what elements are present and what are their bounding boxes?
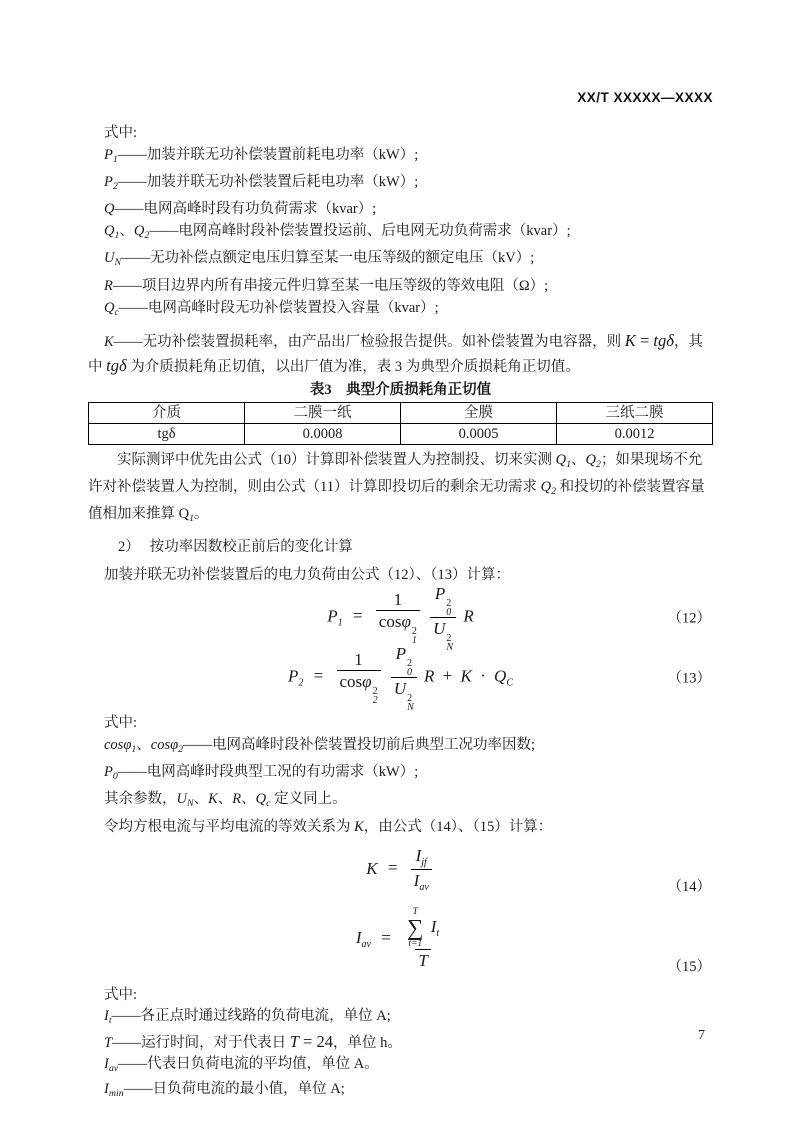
subsection-heading [118, 536, 713, 558]
subsection-number: 2） [118, 539, 140, 556]
summation-symbol: T ∑ t=1 [407, 907, 424, 950]
table-cell: 0.0012 [557, 423, 713, 444]
subsection-title: 按功率因数校正前后的变化计算 [149, 539, 353, 556]
formula-legend-label-2: 式中: [104, 715, 138, 732]
definition-line-p1: $P_1——$加装并联无功补偿装置前耗电功率（kW）; [104, 147, 419, 166]
table-header-cell: 介质 [89, 402, 245, 423]
fraction: P 2 0 U 2 N [391, 643, 417, 712]
table-header-cell: 全膜 [401, 402, 557, 423]
definition-line-other-params: 其余参数，$U_N$、K、R、$Q_c$ 定义同上。 [104, 791, 347, 810]
table-data-row [89, 423, 713, 444]
formula-legend-label-1: 式中: [104, 125, 138, 141]
formula-14-body: K = $\frac{I_{jf}}{I_{av}}$ [366, 845, 435, 895]
formula-12-body: $P_1$ = 1 cosφ 2 1 P 2 0 U 2 N R [327, 583, 474, 653]
definition-line-cosphi: cosφ$_1$、cosφ$_2$——电网高峰时段补偿装置投切前后典型工况功率因数; [104, 737, 536, 756]
definition-line-q: Q——电网高峰时段有功负荷需求（kvar）; [104, 201, 377, 218]
formula-13-number: （13） [667, 670, 711, 687]
table-cell: tgδ [89, 423, 245, 444]
fraction: 1 cosφ 2 1 [376, 589, 420, 645]
formula-15-body: $I_{av}$ = T ∑ t=1 $I_t$ T [356, 907, 445, 971]
definition-line-p0: $P_0——$电网高峰时段典型工况的有功需求（kW）; [104, 764, 419, 783]
formula-legend-label-3: 式中: [104, 986, 138, 1003]
formula-12-number: （12） [667, 610, 711, 627]
formula-13-body: $P_2$ = 1 cosφ 2 2 P 2 0 U 2 N $R + K \cdot Q_C$ [288, 643, 513, 713]
doc-code-header: XX/T XXXXX—XXXX [577, 90, 713, 105]
formula-14 [88, 842, 713, 898]
table-header-row [89, 402, 713, 423]
definition-line-iav: $I_{av}——$代表日负荷电流的平均值，单位 A。 [104, 1055, 379, 1074]
definition-line-t: T——运行时间，对于代表日 T = 24，单位 h。 [104, 1031, 402, 1051]
definition-line-p2: $P_2——$加装并联无功补偿装置后耗电功率（kW）; [104, 174, 419, 193]
table-header-cell: 二膜一纸 [245, 402, 401, 423]
table-header-cell: 三纸二膜 [557, 402, 713, 423]
fraction: 1 cosφ 2 2 [337, 649, 381, 705]
definition-line-it: $I_t——$各正点时通过线路的负荷电流，单位 A; [104, 1007, 391, 1026]
definition-line-imin: $I_{min}——$日负荷电流的最小值，单位 A; [104, 1080, 345, 1099]
definition-paragraph-k: K——无功补偿装置损耗率，由产品出厂检验报告提供。如补偿装置为电容器，则 K = tgδ，其中 tgδ 为介质损耗角正切值，以出厂值为准，表 3 为典型介质损耗角正切值。 [88, 330, 703, 375]
table-cell: 0.0005 [401, 423, 557, 444]
formula-13 [88, 643, 713, 713]
dielectric-loss-table [88, 402, 713, 445]
fraction: T ∑ t=1 $I_t$ T [407, 907, 440, 971]
formula-14-number: （14） [667, 878, 711, 895]
calc-intro-paragraph: 加装并联无功补偿装置后的电力负荷由公式（12）、（13）计算： [104, 567, 510, 584]
table-3-title: 表3 典型介质损耗角正切值 [309, 381, 492, 398]
definition-line-r: R——项目边界内所有串接元件归算至某一电压等级的等效电阻（Ω）; [104, 277, 549, 294]
definition-line-q1q2: $Q_1$、$Q_2——$电网高峰时段补偿装置投运前、后电网无功负荷需求（kvar）; [104, 223, 571, 242]
fraction: $\frac{I_{jf}}{I_{av}}$ [411, 845, 432, 895]
formula-15-number: （15） [667, 958, 711, 975]
definition-line-un: $U_N——$无功补偿点额定电压归算至某一电压等级的额定电压（kV）; [104, 250, 535, 269]
table-cell: 0.0008 [245, 423, 401, 444]
page-number: 7 [698, 1028, 705, 1043]
measurement-paragraph: 实际测评中优先由公式（10）计算即补偿装置人为控制投、切来实测 $Q_1$、$Q_2$；如果现场不允许对补偿装置人为控制，则由公式（11）计算即投切后的剩余无功需求 $Q_2$ 和投切的补偿装置容量值相加来推算 $Q_1$。 [88, 451, 705, 525]
definition-line-qc: $Q_c——$电网高峰时段无功补偿装置投入容量（kvar）; [104, 299, 439, 318]
definition-line-rms-relation: 令均方根电流与平均电流的等效关系为 K，由公式（14）、（15）计算： [104, 818, 553, 835]
fraction: P 2 0 U 2 N [430, 583, 456, 652]
formula-15 [88, 902, 713, 978]
formula-12 [88, 583, 713, 653]
